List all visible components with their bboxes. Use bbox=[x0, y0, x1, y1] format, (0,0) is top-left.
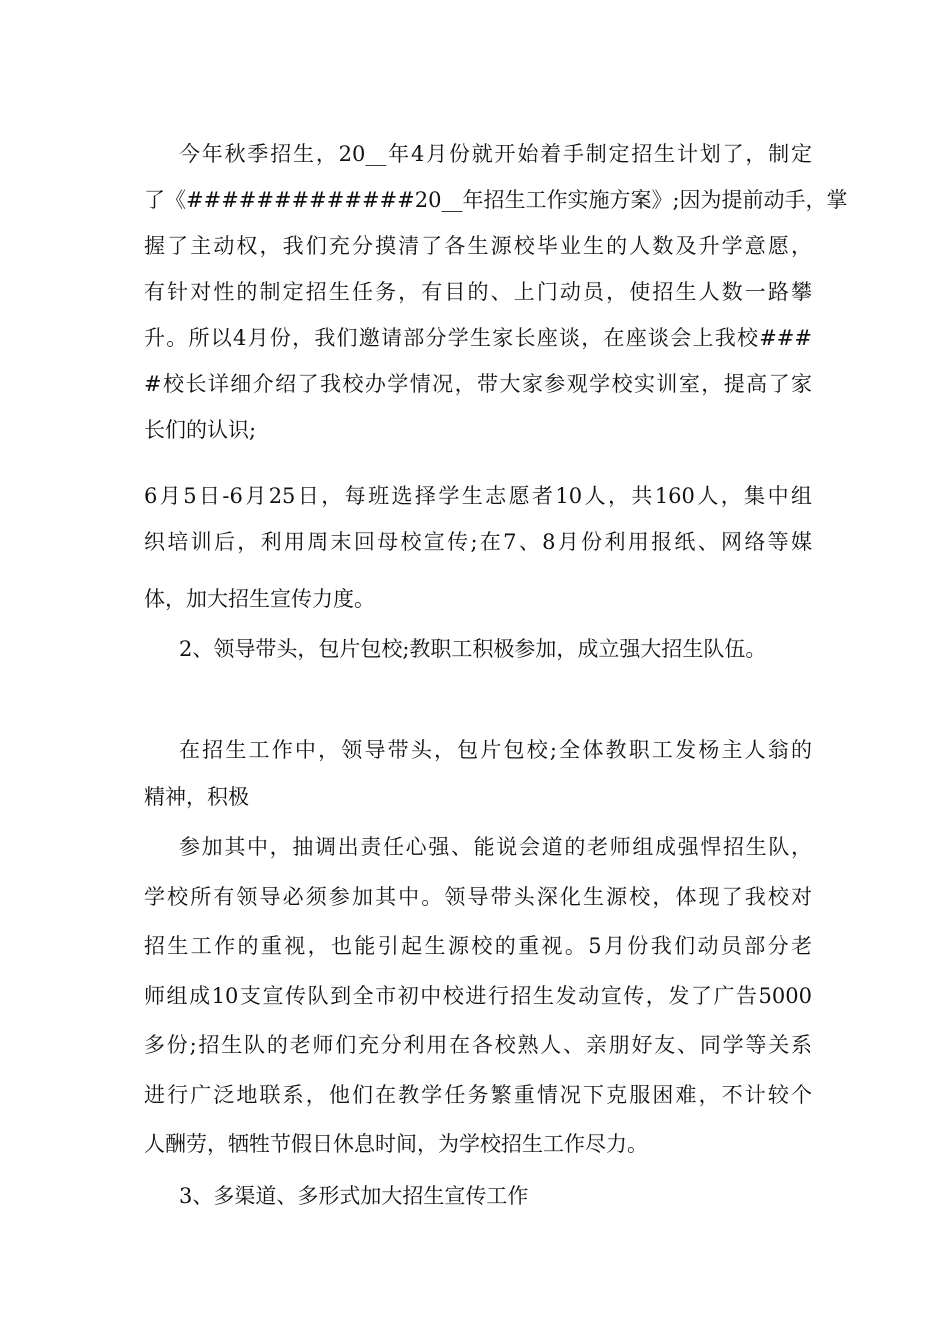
paragraph-1-line-4: 有针对性的制定招生任务，有目的、上门动员，使招生人数一路攀 bbox=[144, 280, 812, 304]
paragraph-4-line-2: 学校所有领导必须参加其中。领导带头深化生源校，体现了我校对 bbox=[144, 885, 812, 909]
paragraph-1-line-7: 长们的认识; bbox=[144, 418, 257, 442]
paragraph-3-line-2: 精神，积极 bbox=[144, 785, 249, 809]
paragraph-1-line-1: 今年秋季招生，20__年4月份就开始着手制定招生计划了，制定 bbox=[179, 142, 812, 166]
paragraph-1-line-6: #校长详细介绍了我校办学情况，带大家参观学校实训室，提高了家 bbox=[144, 372, 812, 396]
paragraph-4-line-4: 师组成10支宣传队到全市初中校进行招生发动宣传，发了广告5000 bbox=[144, 984, 812, 1008]
paragraph-4-line-3: 招生工作的重视，也能引起生源校的重视。5月份我们动员部分老 bbox=[144, 934, 812, 958]
paragraph-4-line-1: 参加其中，抽调出责任心强、能说会道的老师组成强悍招生队， bbox=[179, 835, 812, 859]
paragraph-2-line-3: 体，加大招生宣传力度。 bbox=[144, 587, 375, 611]
paragraph-1-line-3: 握了主动权，我们充分摸清了各生源校毕业生的人数及升学意愿， bbox=[144, 234, 812, 258]
paragraph-4-line-6: 进行广泛地联系，他们在教学任务繁重情况下克服困难，不计较个 bbox=[144, 1083, 812, 1107]
paragraph-4-line-7: 人酬劳，牺牲节假日休息时间，为学校招生工作尽力。 bbox=[144, 1132, 648, 1156]
paragraph-4-line-5: 多份;招生队的老师们充分利用在各校熟人、亲朋好友、同学等关系 bbox=[144, 1033, 812, 1057]
paragraph-2-line-2: 织培训后，利用周末回母校宣传;在7、8月份利用报纸、网络等媒 bbox=[144, 530, 812, 554]
paragraph-1-line-2: 了《#############20__年招生工作实施方案》;因为提前动手，掌 bbox=[144, 188, 848, 212]
section-heading-3: 3、多渠道、多形式加大招生宣传工作 bbox=[179, 1184, 529, 1208]
paragraph-3-line-1: 在招生工作中，领导带头，包片包校;全体教职工发杨主人翁的 bbox=[179, 738, 812, 762]
paragraph-1-line-5: 升。所以4月份，我们邀请部分学生家长座谈，在座谈会上我校### bbox=[144, 326, 812, 350]
section-heading-2: 2、领导带头，包片包校;教职工积极参加，成立强大招生队伍。 bbox=[179, 637, 767, 661]
paragraph-2-line-1: 6月5日-6月25日，每班选择学生志愿者10人，共160人，集中组 bbox=[144, 484, 812, 508]
